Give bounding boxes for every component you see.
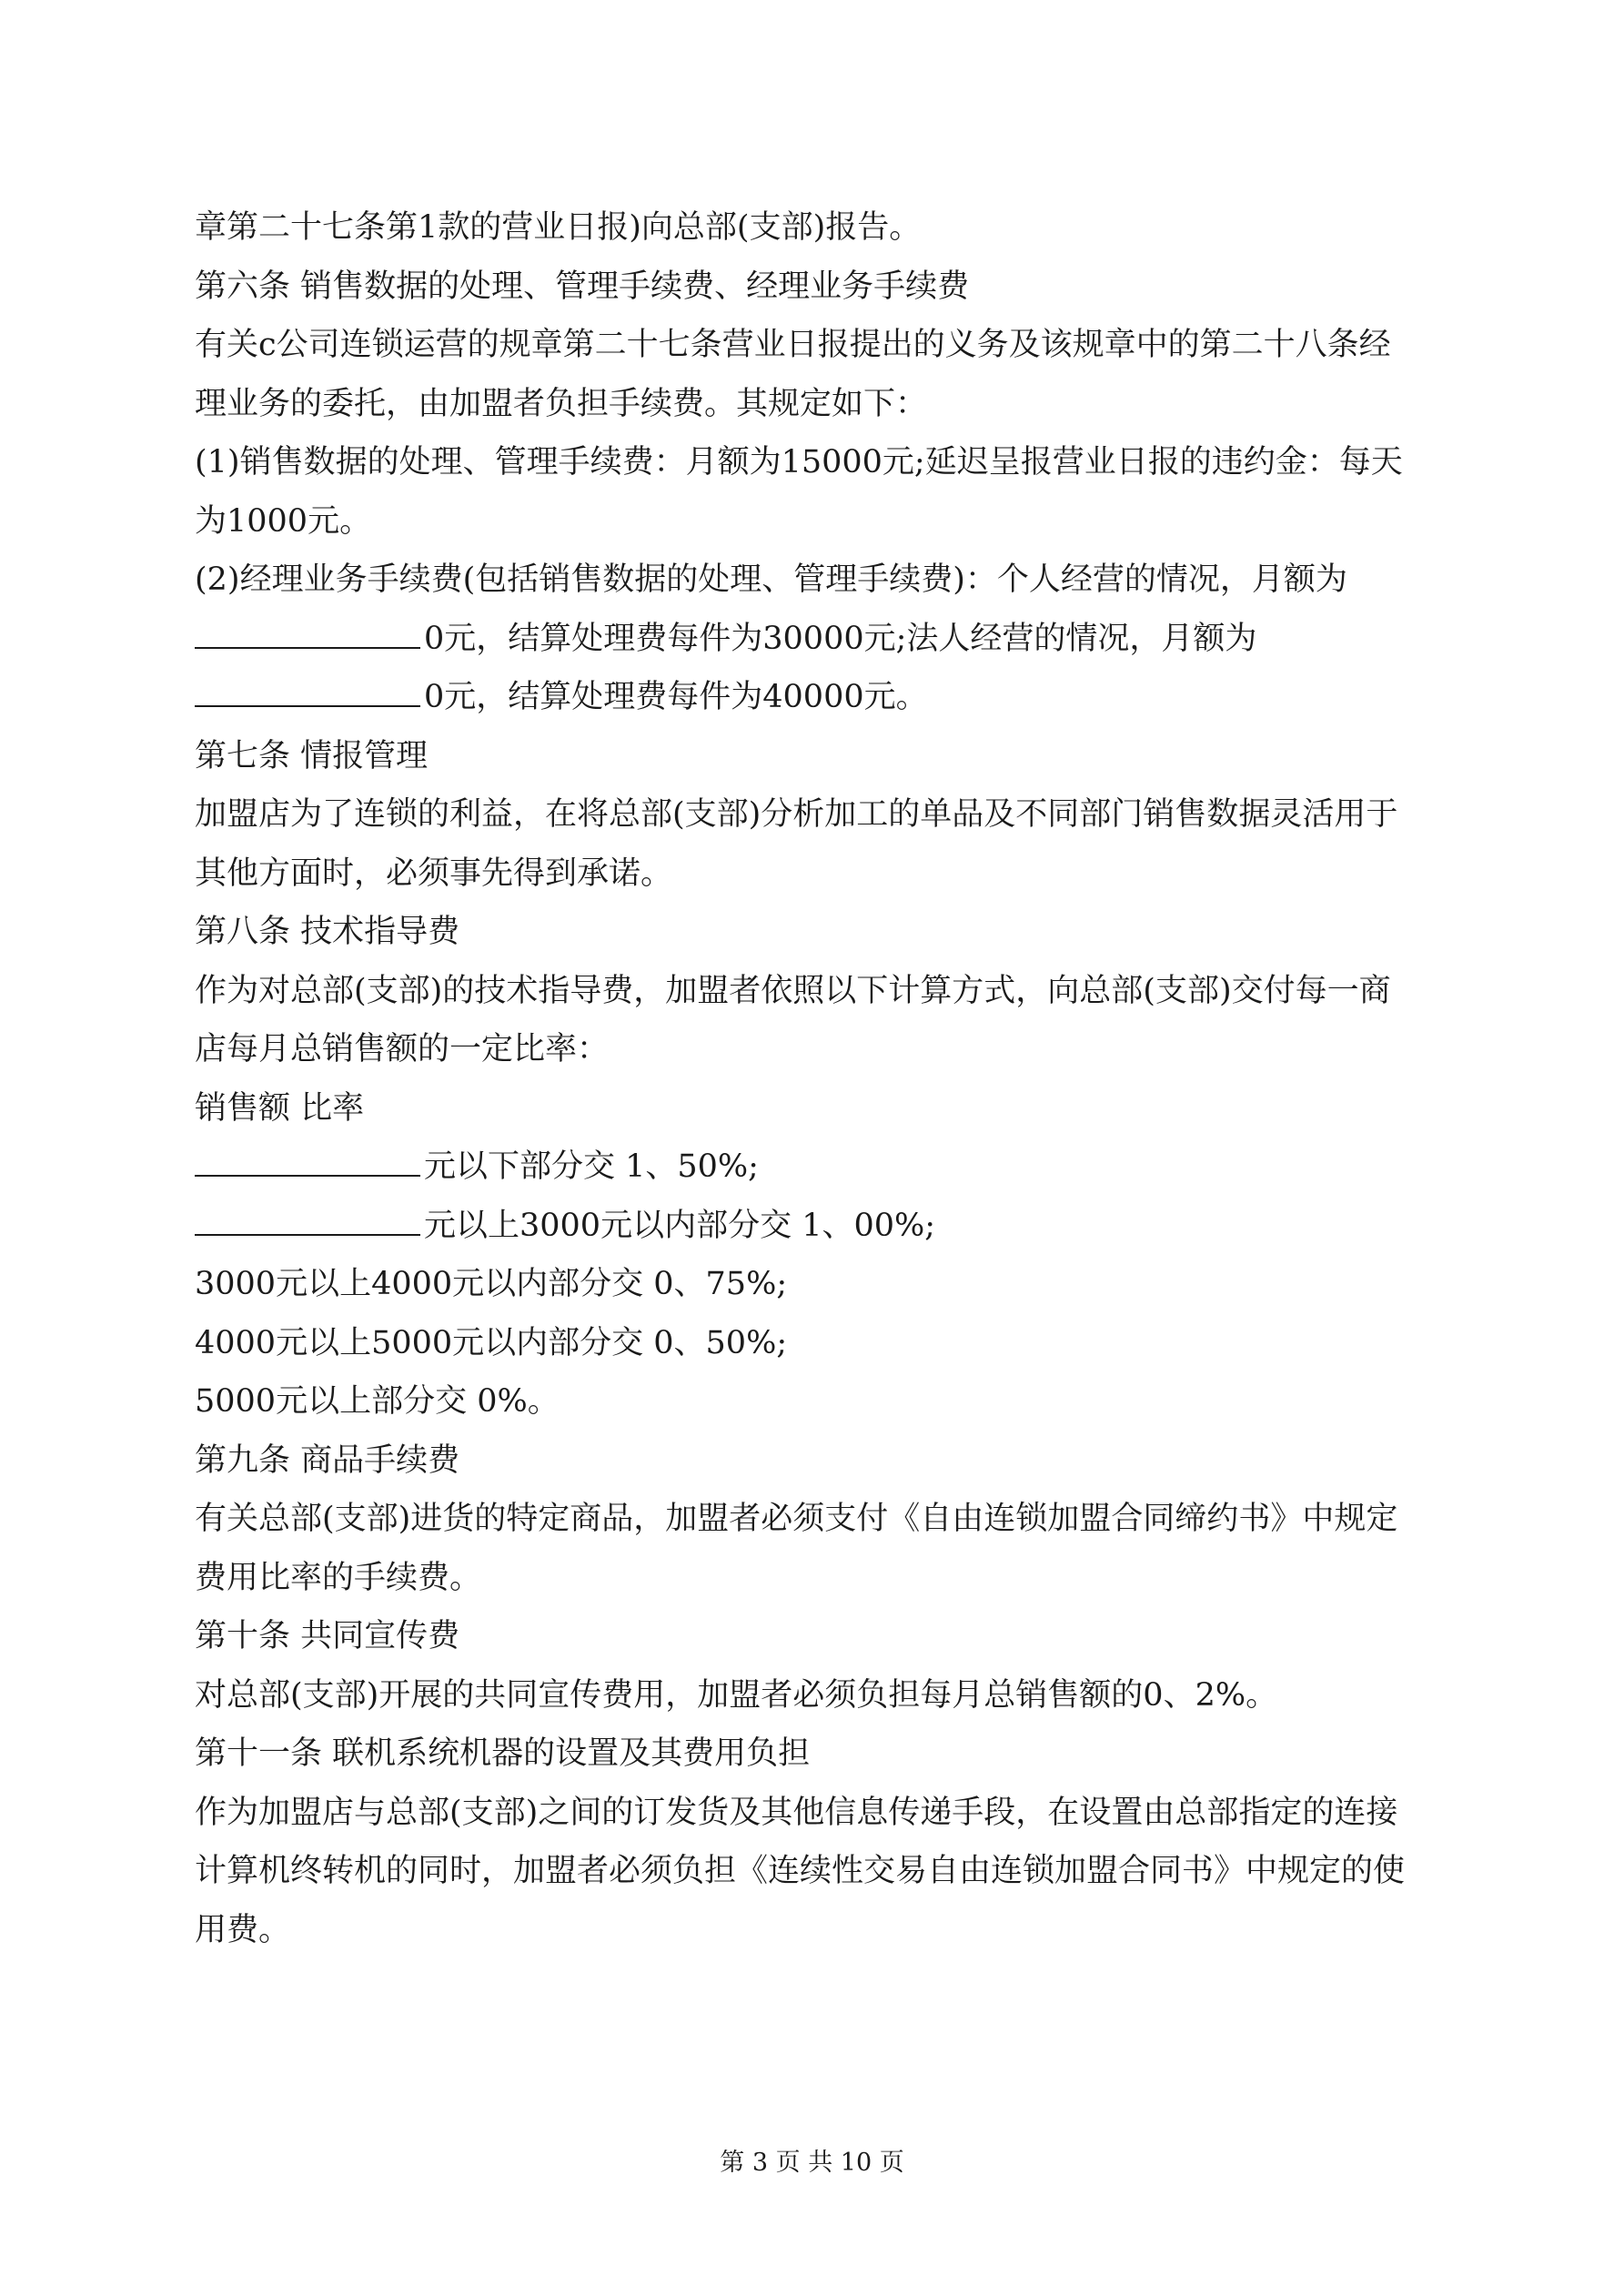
text-line: 理业务的委托，由加盟者负担手续费。其规定如下： (195, 385, 928, 422)
text-line: (1)销售数据的处理、管理手续费：月额为15000元;延迟呈报营业日报的违约金：每天 (195, 444, 1403, 480)
rate-line-with-blank (195, 1197, 1441, 1256)
text-line-with-blank (195, 610, 1441, 669)
rate-line-with-blank (195, 1138, 1441, 1197)
fill-in-blank (195, 1203, 420, 1236)
text-line: 有关c公司连锁运营的规章第二十七条营业日报提出的义务及该规章中的第二十八条经 (195, 327, 1391, 363)
article-heading: 第十一条 联机系统机器的设置及其费用负担 (195, 1735, 811, 1772)
text-line: 店每月总销售额的一定比率： (195, 1031, 610, 1067)
text-line: (2)经理业务手续费(包括销售数据的处理、管理手续费)：个人经营的情况，月额为 (195, 561, 1347, 598)
text-line: 费用比率的手续费。 (195, 1559, 482, 1596)
rate-line: 4000元以上5000元以内部分交 0、50%; (195, 1324, 788, 1361)
text-line: 为1000元。 (195, 502, 372, 540)
article-heading: 第十条 共同宣传费 (195, 1618, 460, 1654)
article-heading: 第七条 情报管理 (195, 737, 429, 774)
table-header-line: 销售额 比率 (195, 1089, 365, 1127)
fill-in-blank (195, 1144, 420, 1177)
text-line: 计算机终转机的同时，加盟者必须负担《连续性交易自由连锁加盟合同书》中规定的使 (195, 1853, 1406, 1889)
article-heading: 第九条 商品手续费 (195, 1441, 460, 1479)
text-line: 章第二十七条第1款的营业日报)向总部(支部)报告。 (195, 209, 922, 246)
rate-line: 3000元以上4000元以内部分交 0、75%; (195, 1266, 788, 1302)
text-line: 有关总部(支部)进货的特定商品，加盟者必须支付《自由连锁加盟合同缔约书》中规定 (195, 1501, 1398, 1537)
text-fragment: 元以上3000元以内部分交 1、00%; (424, 1207, 936, 1244)
document-body (195, 198, 1441, 1959)
text-fragment: 0元，结算处理费每件为40000元。 (424, 679, 928, 715)
text-fragment: 元以下部分交 1、50%; (424, 1148, 759, 1185)
rate-line: 5000元以上部分交 0%。 (195, 1383, 560, 1420)
text-line: 作为对总部(支部)的技术指导费，加盟者依照以下计算方式，向总部(支部)交付每一商 (195, 972, 1391, 1009)
text-line: 作为加盟店与总部(支部)之间的订发货及其他信息传递手段，在设置由总部指定的连接 (195, 1794, 1398, 1831)
text-line: 对总部(支部)开展的共同宣传费用，加盟者必须负担每月总销售额的0、2%。 (195, 1676, 1278, 1714)
text-line: 其他方面时，必须事先得到承诺。 (195, 855, 673, 892)
article-heading: 第六条 销售数据的处理、管理手续费、经理业务手续费 (195, 268, 970, 305)
fill-in-blank (195, 616, 420, 649)
text-line: 加盟店为了连锁的利益，在将总部(支部)分析加工的单品及不同部门销售数据灵活用于 (195, 796, 1398, 833)
article-heading: 第八条 技术指导费 (195, 914, 460, 950)
fill-in-blank (195, 674, 420, 707)
text-line-with-blank (195, 668, 1441, 727)
text-line: 用费。 (195, 1911, 291, 1948)
page-number-footer: 第 3 页 共 10 页 (720, 2149, 904, 2177)
text-fragment: 0元，结算处理费每件为30000元;法人经营的情况，月额为 (424, 620, 1257, 657)
